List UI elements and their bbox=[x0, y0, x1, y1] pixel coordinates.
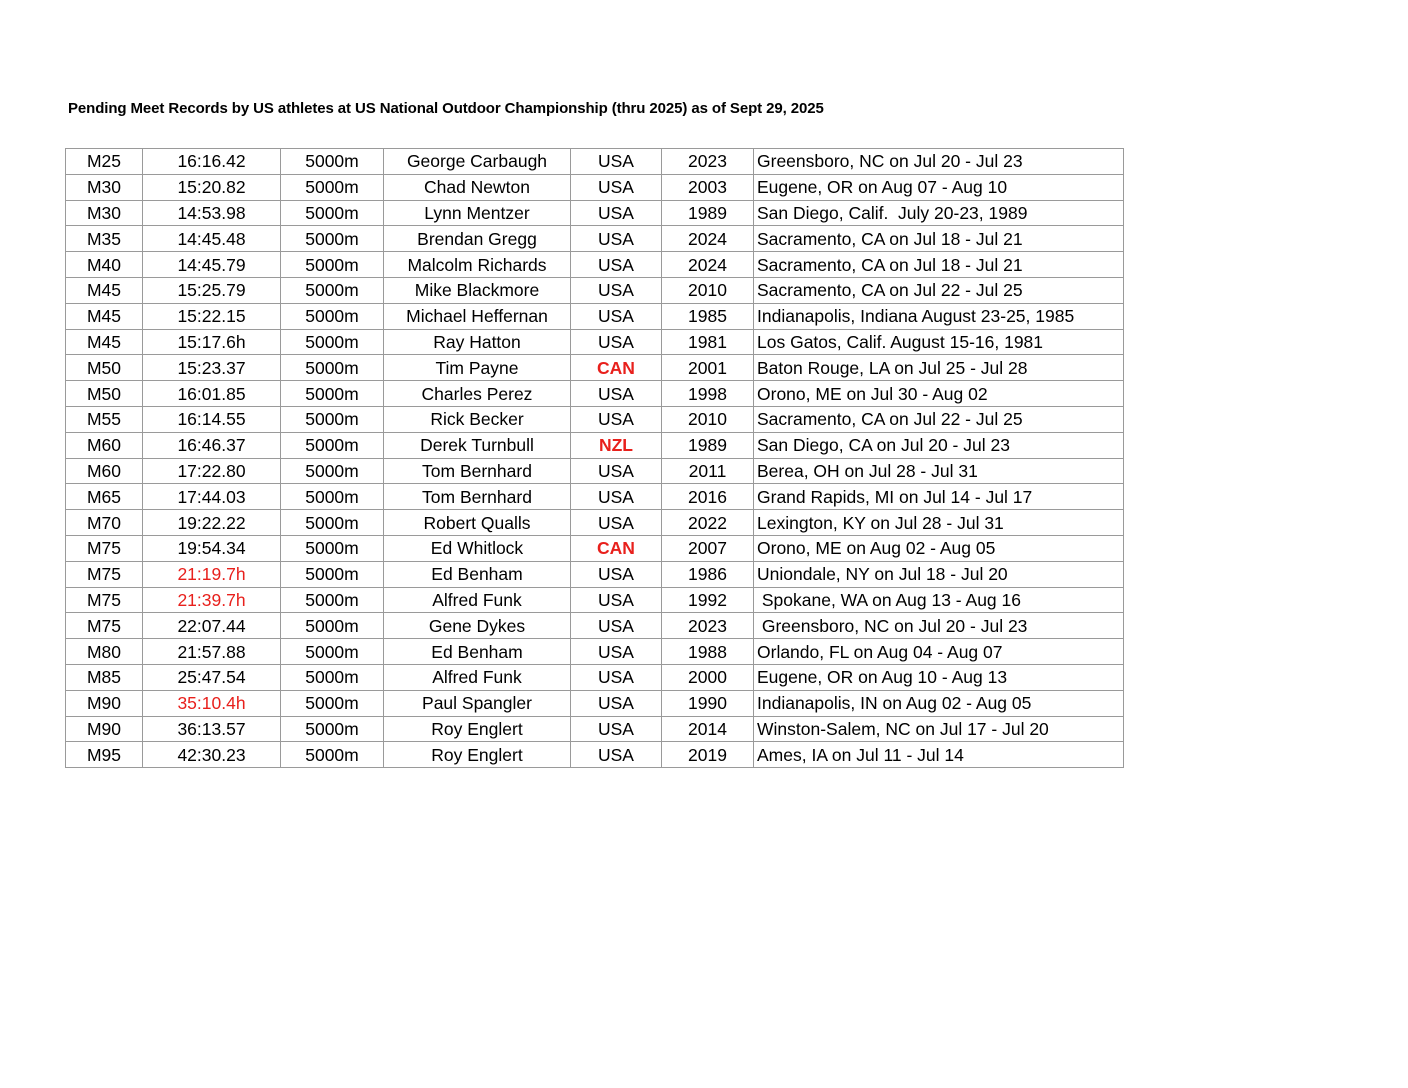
age-group-cell: M90 bbox=[66, 716, 143, 742]
mark-time-cell: 15:20.82 bbox=[143, 174, 281, 200]
mark-time-cell: 17:22.80 bbox=[143, 458, 281, 484]
venue-cell: Sacramento, CA on Jul 18 - Jul 21 bbox=[754, 226, 1124, 252]
year-cell: 2003 bbox=[662, 174, 754, 200]
year-cell: 2023 bbox=[662, 613, 754, 639]
age-group-cell: M90 bbox=[66, 690, 143, 716]
year-cell: 1985 bbox=[662, 303, 754, 329]
event-cell: 5000m bbox=[281, 587, 384, 613]
country-cell: USA bbox=[571, 690, 662, 716]
age-group-cell: M60 bbox=[66, 458, 143, 484]
mark-time-cell: 42:30.23 bbox=[143, 742, 281, 768]
country-cell: USA bbox=[571, 587, 662, 613]
year-cell: 2000 bbox=[662, 664, 754, 690]
event-cell: 5000m bbox=[281, 174, 384, 200]
country-cell: USA bbox=[571, 200, 662, 226]
table-row bbox=[66, 303, 1124, 329]
athlete-name-cell: Derek Turnbull bbox=[384, 432, 571, 458]
athlete-name-cell: Mike Blackmore bbox=[384, 277, 571, 303]
age-group-cell: M75 bbox=[66, 587, 143, 613]
table-row bbox=[66, 587, 1124, 613]
venue-cell: Indianapolis, IN on Aug 02 - Aug 05 bbox=[754, 690, 1124, 716]
event-cell: 5000m bbox=[281, 329, 384, 355]
age-group-cell: M45 bbox=[66, 277, 143, 303]
table-row bbox=[66, 252, 1124, 278]
records-table bbox=[65, 148, 1124, 768]
athlete-name-cell: Roy Englert bbox=[384, 742, 571, 768]
athlete-name-cell: Chad Newton bbox=[384, 174, 571, 200]
venue-cell: Winston-Salem, NC on Jul 17 - Jul 20 bbox=[754, 716, 1124, 742]
athlete-name-cell: Tom Bernhard bbox=[384, 484, 571, 510]
table-row bbox=[66, 432, 1124, 458]
table-row bbox=[66, 174, 1124, 200]
country-cell: USA bbox=[571, 277, 662, 303]
athlete-name-cell: Brendan Gregg bbox=[384, 226, 571, 252]
country-cell: USA bbox=[571, 742, 662, 768]
country-cell: USA bbox=[571, 303, 662, 329]
age-group-cell: M25 bbox=[66, 149, 143, 175]
event-cell: 5000m bbox=[281, 613, 384, 639]
mark-time-cell: 14:45.48 bbox=[143, 226, 281, 252]
year-cell: 2007 bbox=[662, 535, 754, 561]
age-group-cell: M55 bbox=[66, 406, 143, 432]
athlete-name-cell: Gene Dykes bbox=[384, 613, 571, 639]
mark-time-cell: 19:54.34 bbox=[143, 535, 281, 561]
venue-cell: Uniondale, NY on Jul 18 - Jul 20 bbox=[754, 561, 1124, 587]
table-row bbox=[66, 484, 1124, 510]
country-cell: USA bbox=[571, 716, 662, 742]
table-row bbox=[66, 639, 1124, 665]
age-group-cell: M30 bbox=[66, 174, 143, 200]
country-cell: CAN bbox=[571, 535, 662, 561]
table-row bbox=[66, 561, 1124, 587]
venue-cell: Greensboro, NC on Jul 20 - Jul 23 bbox=[754, 149, 1124, 175]
venue-cell: Sacramento, CA on Jul 22 - Jul 25 bbox=[754, 406, 1124, 432]
event-cell: 5000m bbox=[281, 535, 384, 561]
mark-time-cell: 16:14.55 bbox=[143, 406, 281, 432]
country-cell: CAN bbox=[571, 355, 662, 381]
year-cell: 2001 bbox=[662, 355, 754, 381]
age-group-cell: M75 bbox=[66, 535, 143, 561]
mark-time-cell: 16:46.37 bbox=[143, 432, 281, 458]
mark-time-cell: 15:23.37 bbox=[143, 355, 281, 381]
table-row bbox=[66, 200, 1124, 226]
athlete-name-cell: George Carbaugh bbox=[384, 149, 571, 175]
year-cell: 2011 bbox=[662, 458, 754, 484]
event-cell: 5000m bbox=[281, 742, 384, 768]
table-row bbox=[66, 458, 1124, 484]
table-row bbox=[66, 381, 1124, 407]
event-cell: 5000m bbox=[281, 355, 384, 381]
event-cell: 5000m bbox=[281, 406, 384, 432]
table-row bbox=[66, 329, 1124, 355]
age-group-cell: M50 bbox=[66, 355, 143, 381]
table-row bbox=[66, 664, 1124, 690]
venue-cell: Berea, OH on Jul 28 - Jul 31 bbox=[754, 458, 1124, 484]
athlete-name-cell: Alfred Funk bbox=[384, 664, 571, 690]
event-cell: 5000m bbox=[281, 664, 384, 690]
country-cell: USA bbox=[571, 458, 662, 484]
year-cell: 1988 bbox=[662, 639, 754, 665]
athlete-name-cell: Paul Spangler bbox=[384, 690, 571, 716]
age-group-cell: M60 bbox=[66, 432, 143, 458]
year-cell: 1989 bbox=[662, 432, 754, 458]
table-row bbox=[66, 510, 1124, 536]
mark-time-cell: 21:19.7h bbox=[143, 561, 281, 587]
event-cell: 5000m bbox=[281, 690, 384, 716]
table-row bbox=[66, 613, 1124, 639]
country-cell: NZL bbox=[571, 432, 662, 458]
athlete-name-cell: Michael Heffernan bbox=[384, 303, 571, 329]
mark-time-cell: 15:17.6h bbox=[143, 329, 281, 355]
athlete-name-cell: Ed Whitlock bbox=[384, 535, 571, 561]
year-cell: 2010 bbox=[662, 277, 754, 303]
mark-time-cell: 21:57.88 bbox=[143, 639, 281, 665]
athlete-name-cell: Robert Qualls bbox=[384, 510, 571, 536]
event-cell: 5000m bbox=[281, 381, 384, 407]
mark-time-cell: 36:13.57 bbox=[143, 716, 281, 742]
table-row bbox=[66, 742, 1124, 768]
mark-time-cell: 15:25.79 bbox=[143, 277, 281, 303]
year-cell: 2022 bbox=[662, 510, 754, 536]
year-cell: 1989 bbox=[662, 200, 754, 226]
country-cell: USA bbox=[571, 561, 662, 587]
country-cell: USA bbox=[571, 406, 662, 432]
venue-cell: Orono, ME on Aug 02 - Aug 05 bbox=[754, 535, 1124, 561]
event-cell: 5000m bbox=[281, 200, 384, 226]
country-cell: USA bbox=[571, 252, 662, 278]
event-cell: 5000m bbox=[281, 561, 384, 587]
year-cell: 1990 bbox=[662, 690, 754, 716]
athlete-name-cell: Alfred Funk bbox=[384, 587, 571, 613]
year-cell: 2024 bbox=[662, 226, 754, 252]
year-cell: 2016 bbox=[662, 484, 754, 510]
event-cell: 5000m bbox=[281, 277, 384, 303]
age-group-cell: M70 bbox=[66, 510, 143, 536]
mark-time-cell: 19:22.22 bbox=[143, 510, 281, 536]
venue-cell: Sacramento, CA on Jul 18 - Jul 21 bbox=[754, 252, 1124, 278]
country-cell: USA bbox=[571, 510, 662, 536]
athlete-name-cell: Tom Bernhard bbox=[384, 458, 571, 484]
country-cell: USA bbox=[571, 664, 662, 690]
event-cell: 5000m bbox=[281, 716, 384, 742]
venue-cell: Grand Rapids, MI on Jul 14 - Jul 17 bbox=[754, 484, 1124, 510]
table-row bbox=[66, 277, 1124, 303]
year-cell: 2023 bbox=[662, 149, 754, 175]
table-row bbox=[66, 406, 1124, 432]
country-cell: USA bbox=[571, 381, 662, 407]
event-cell: 5000m bbox=[281, 149, 384, 175]
year-cell: 1998 bbox=[662, 381, 754, 407]
athlete-name-cell: Ray Hatton bbox=[384, 329, 571, 355]
year-cell: 1986 bbox=[662, 561, 754, 587]
athlete-name-cell: Malcolm Richards bbox=[384, 252, 571, 278]
year-cell: 2024 bbox=[662, 252, 754, 278]
age-group-cell: M85 bbox=[66, 664, 143, 690]
athlete-name-cell: Lynn Mentzer bbox=[384, 200, 571, 226]
venue-cell: Los Gatos, Calif. August 15-16, 1981 bbox=[754, 329, 1124, 355]
age-group-cell: M45 bbox=[66, 303, 143, 329]
event-cell: 5000m bbox=[281, 432, 384, 458]
event-cell: 5000m bbox=[281, 639, 384, 665]
mark-time-cell: 16:01.85 bbox=[143, 381, 281, 407]
table-row bbox=[66, 226, 1124, 252]
table-row bbox=[66, 149, 1124, 175]
mark-time-cell: 21:39.7h bbox=[143, 587, 281, 613]
table-row bbox=[66, 535, 1124, 561]
venue-cell: Greensboro, NC on Jul 20 - Jul 23 bbox=[754, 613, 1124, 639]
age-group-cell: M75 bbox=[66, 561, 143, 587]
venue-cell: Eugene, OR on Aug 10 - Aug 13 bbox=[754, 664, 1124, 690]
age-group-cell: M65 bbox=[66, 484, 143, 510]
athlete-name-cell: Roy Englert bbox=[384, 716, 571, 742]
records-body bbox=[66, 149, 1124, 768]
age-group-cell: M75 bbox=[66, 613, 143, 639]
athlete-name-cell: Charles Perez bbox=[384, 381, 571, 407]
athlete-name-cell: Rick Becker bbox=[384, 406, 571, 432]
table-row bbox=[66, 690, 1124, 716]
country-cell: USA bbox=[571, 613, 662, 639]
age-group-cell: M80 bbox=[66, 639, 143, 665]
mark-time-cell: 35:10.4h bbox=[143, 690, 281, 716]
mark-time-cell: 14:45.79 bbox=[143, 252, 281, 278]
year-cell: 2014 bbox=[662, 716, 754, 742]
country-cell: USA bbox=[571, 329, 662, 355]
athlete-name-cell: Ed Benham bbox=[384, 639, 571, 665]
event-cell: 5000m bbox=[281, 303, 384, 329]
table-row bbox=[66, 716, 1124, 742]
country-cell: USA bbox=[571, 484, 662, 510]
venue-cell: Sacramento, CA on Jul 22 - Jul 25 bbox=[754, 277, 1124, 303]
event-cell: 5000m bbox=[281, 510, 384, 536]
mark-time-cell: 22:07.44 bbox=[143, 613, 281, 639]
age-group-cell: M40 bbox=[66, 252, 143, 278]
country-cell: USA bbox=[571, 174, 662, 200]
country-cell: USA bbox=[571, 639, 662, 665]
year-cell: 2010 bbox=[662, 406, 754, 432]
venue-cell: Ames, IA on Jul 11 - Jul 14 bbox=[754, 742, 1124, 768]
athlete-name-cell: Tim Payne bbox=[384, 355, 571, 381]
athlete-name-cell: Ed Benham bbox=[384, 561, 571, 587]
year-cell: 1992 bbox=[662, 587, 754, 613]
event-cell: 5000m bbox=[281, 458, 384, 484]
venue-cell: San Diego, CA on Jul 20 - Jul 23 bbox=[754, 432, 1124, 458]
venue-cell: Indianapolis, Indiana August 23-25, 1985 bbox=[754, 303, 1124, 329]
mark-time-cell: 17:44.03 bbox=[143, 484, 281, 510]
age-group-cell: M95 bbox=[66, 742, 143, 768]
page-title: Pending Meet Records by US athletes at US National Outdoor Championship (thru 2025) as of Sept 29, 2025 bbox=[68, 100, 824, 117]
venue-cell: San Diego, Calif. July 20-23, 1989 bbox=[754, 200, 1124, 226]
mark-time-cell: 15:22.15 bbox=[143, 303, 281, 329]
age-group-cell: M50 bbox=[66, 381, 143, 407]
event-cell: 5000m bbox=[281, 252, 384, 278]
mark-time-cell: 14:53.98 bbox=[143, 200, 281, 226]
year-cell: 1981 bbox=[662, 329, 754, 355]
event-cell: 5000m bbox=[281, 226, 384, 252]
mark-time-cell: 25:47.54 bbox=[143, 664, 281, 690]
age-group-cell: M45 bbox=[66, 329, 143, 355]
year-cell: 2019 bbox=[662, 742, 754, 768]
age-group-cell: M30 bbox=[66, 200, 143, 226]
country-cell: USA bbox=[571, 226, 662, 252]
event-cell: 5000m bbox=[281, 484, 384, 510]
venue-cell: Spokane, WA on Aug 13 - Aug 16 bbox=[754, 587, 1124, 613]
table-row bbox=[66, 355, 1124, 381]
venue-cell: Orlando, FL on Aug 04 - Aug 07 bbox=[754, 639, 1124, 665]
venue-cell: Baton Rouge, LA on Jul 25 - Jul 28 bbox=[754, 355, 1124, 381]
country-cell: USA bbox=[571, 149, 662, 175]
venue-cell: Orono, ME on Jul 30 - Aug 02 bbox=[754, 381, 1124, 407]
venue-cell: Lexington, KY on Jul 28 - Jul 31 bbox=[754, 510, 1124, 536]
venue-cell: Eugene, OR on Aug 07 - Aug 10 bbox=[754, 174, 1124, 200]
mark-time-cell: 16:16.42 bbox=[143, 149, 281, 175]
age-group-cell: M35 bbox=[66, 226, 143, 252]
